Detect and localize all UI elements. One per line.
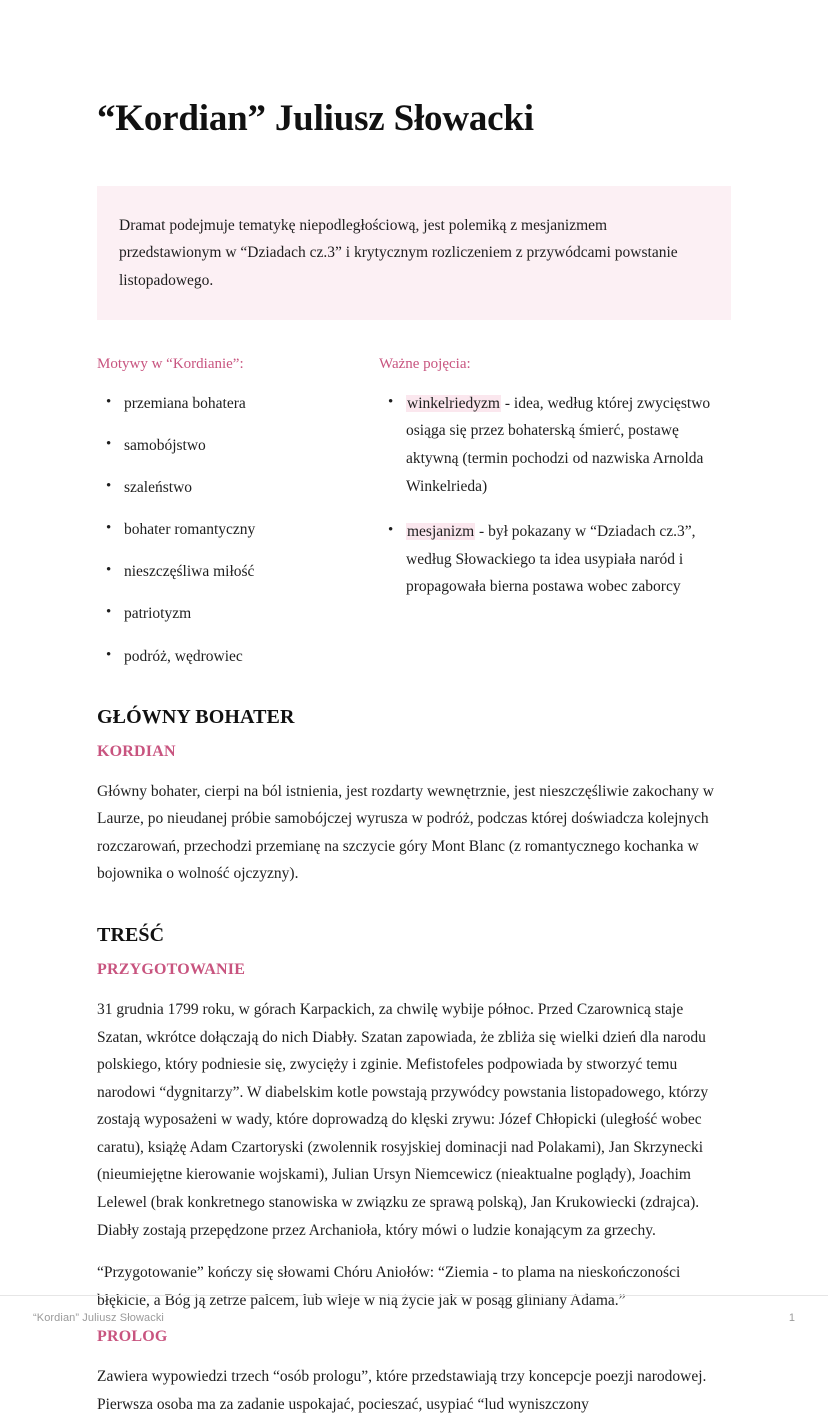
list-item: • przemiana bohatera <box>97 390 379 417</box>
paragraph: Główny bohater, cierpi na ból istnienia, jest rozdarty wewnętrznie, jest nieszczęśliwie zakochany w Laurze, po nieudanej próbie samobójczej wyrusza w podróż, podczas której doświadcza kolejnych rozczarowań, przechodzi przemianę na szczycie góry Mont Blanc (z romantycznego kochanka w bojownika o wolność ojczyzny). <box>97 782 715 883</box>
list-item: • samobójstwo <box>97 432 379 459</box>
footer-document-title: “Kordian” Juliusz Słowacki <box>33 1312 164 1324</box>
term-definition: - był pokazany w “Dziadach cz.3”, według Słowackiego ta idea usypiała naród i propagowała bierna postawa wobec zaborcy <box>406 523 696 596</box>
motifs-column <box>97 353 379 669</box>
paragraph: “Przygotowanie” kończy się słowami Chóru Aniołów: “Ziemia - to plama na nieskończoności błękicie, a Bóg ją zetrze palcem, lub wleje w nią życie jak w posąg gliniany Adama.” <box>97 1264 681 1309</box>
concepts-heading: Ważne pojęcia: <box>379 356 471 373</box>
motifs-list <box>97 390 379 670</box>
two-column-block <box>97 353 731 669</box>
sub-heading-kordian: KORDIAN <box>97 742 176 760</box>
sub-heading-przygotowanie: PRZYGOTOWANIE <box>97 960 246 978</box>
document-content <box>97 0 731 1418</box>
paragraph: 31 grudnia 1799 roku, w górach Karpackich, za chwilę wybije północ. Przed Czarownicą staje Szatan, wkrótce dołączają do nich Diabły. Szatan zapowiada, że zbliża się wielki dzień dla narodu polskiego, który podniesie się, zwycięży i zginie. Mefistofeles podpowiada by stworzyć temu narodowi “dygnitarzy”. W diabelskim kotle powstają przywódcy powstania listopadowego, którzy zostają wyposażeni w wady, które doprowadzą do klęski zrywu: Józef Chłopicki (uległość wobec caratu), książę Adam Czartoryski (zwolennik rosyjskiej dominacji nad Polakami), Jan Skrzynecki (nieumiejętne kierowanie wojskami), Julian Ursyn Niemcewicz (nieaktualne poglądy), Joachim Lelewel (brak konkretnego stanowiska w związku ze sprawą polską), Jan Krukowiecki (zdrajca). Diabły zostają przepędzone przez Archanioła, który mówi o ludzie konającym za grzechy. <box>97 1000 709 1239</box>
list-item <box>379 390 731 500</box>
concepts-column <box>379 353 731 669</box>
section-heading-glowny-bohater: GŁÓWNY BOHATER <box>97 705 295 728</box>
motifs-heading: Motywy w “Kordianie”: <box>97 356 244 373</box>
summary-callout-text: Dramat podejmuje tematykę niepodległościową, jest polemiką z mesjanizmem przedstawionym w “Dziadach cz.3” i krytycznym rozliczeniem z przywódcami powstanie listopadowego. <box>119 216 678 289</box>
highlighted-term: winkelriedyzm <box>407 394 500 412</box>
term-definition: - idea, według której zwycięstwo osiąga się przez bohaterską śmierć, postawę aktywną (termin pochodzi od nazwiska Arnolda Winkelrieda) <box>406 394 711 495</box>
list-item: • bohater romantyczny <box>97 516 379 543</box>
summary-callout <box>97 186 731 321</box>
page-title: “Kordian” Juliusz Słowacki <box>97 98 534 139</box>
list-item <box>379 518 731 601</box>
list-item: • nieszczęśliwa miłość <box>97 558 379 585</box>
paragraph: Zawiera wypowiedzi trzech “osób prologu”, które przedstawiają trzy koncepcje poezji narodowej. Pierwsza osoba ma za zadanie uspokajać, pocieszać, usypiać “lud wyniszczony <box>97 1368 707 1413</box>
section-heading-tresc: TREŚĆ <box>97 923 165 946</box>
highlighted-term: mesjanizm <box>407 523 475 541</box>
page-footer <box>0 1295 828 1363</box>
sub-heading-prolog: PROLOG <box>97 1328 168 1346</box>
list-item: • patriotyzm <box>97 600 379 627</box>
footer-page-number: 1 <box>788 1312 795 1324</box>
concepts-list <box>379 390 731 601</box>
list-item: • szaleństwo <box>97 474 379 501</box>
list-item: • podróż, wędrowiec <box>97 643 379 670</box>
